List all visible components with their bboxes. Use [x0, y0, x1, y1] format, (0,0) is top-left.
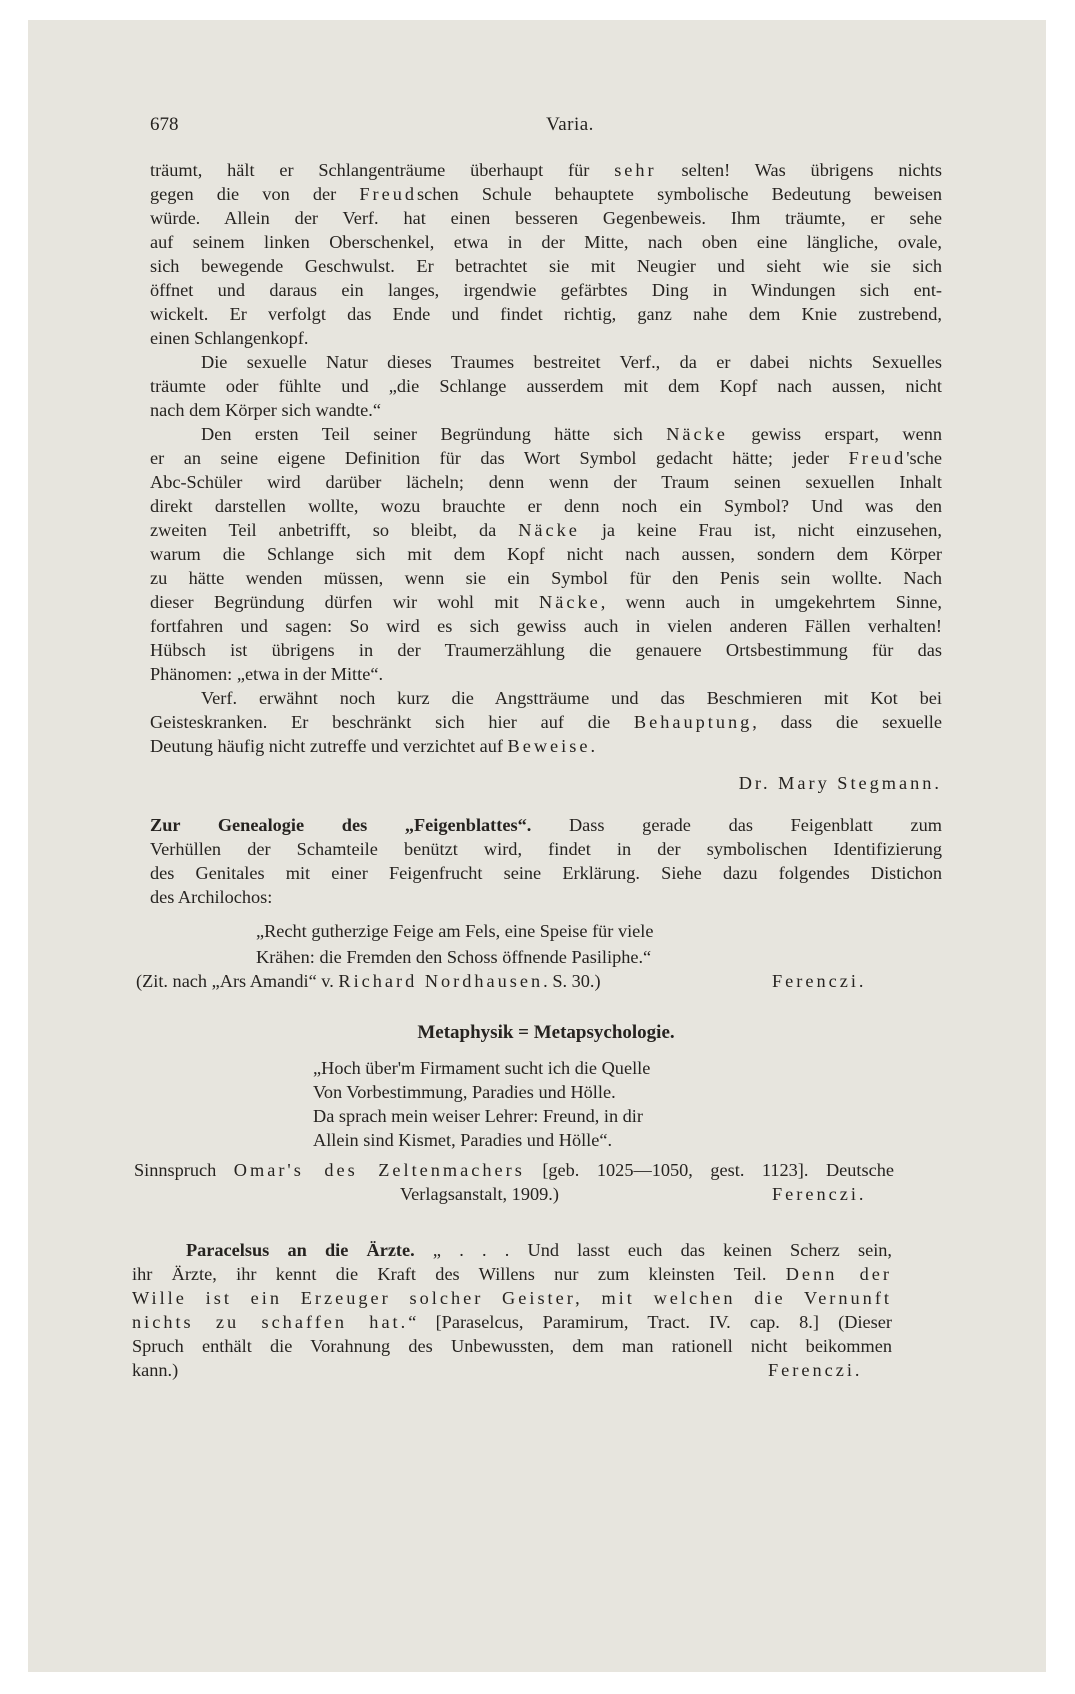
text-run: , wenn auch in umgekehrtem Sinne,	[600, 592, 942, 612]
spaced-emphasis: Näcke	[666, 424, 728, 444]
spaced-emphasis: nichts zu schaffen hat.	[132, 1312, 409, 1332]
spaced-emphasis: Behauptung	[633, 712, 753, 732]
text-run: träumte oder fühlte und „die Schlange ausserdem mit dem Kopf nach aussen, nicht	[150, 376, 942, 396]
text-run: Den ersten Teil seiner Begründung hätte sich	[201, 424, 667, 444]
review-line	[150, 157, 942, 183]
paracelsus-line	[132, 1285, 892, 1311]
review-line	[150, 469, 942, 495]
text-run: ja keine Frau ist, nicht einzusehen,	[579, 520, 942, 540]
text-run: gewiss erspart, wenn	[727, 424, 942, 444]
text-run: Phänomen: „etwa in der Mitte“.	[150, 664, 384, 684]
review-line	[150, 493, 942, 519]
metaphysics-verse-line: Von Vorbestimmung, Paradies und Hölle.	[313, 1082, 616, 1102]
spaced-emphasis: Näcke	[518, 520, 580, 540]
text-run: träumt, hält er Schlangenträume überhaupt für	[150, 160, 615, 180]
text-run: wickelt. Er verfolgt das Ende und findet richtig, ganz nahe dem Knie zustrebend,	[150, 304, 942, 324]
metaphysics-verse-line: Da sprach mein weiser Lehrer: Freund, in dir	[313, 1106, 643, 1126]
metaphysics-source-line: Verlagsanstalt, 1909.)	[400, 1184, 559, 1204]
text-run: nach dem Körper sich wandte.“	[150, 400, 381, 420]
text-run: , dass die sexuelle	[752, 712, 942, 732]
text-run: Geisteskranken. Er beschränkt sich hier auf die	[150, 712, 634, 732]
text-run: zu hätte wenden müssen, wenn sie ein Symbol für den Penis sein wollte. Nach	[150, 568, 942, 588]
spaced-emphasis: sehr	[614, 160, 657, 180]
review-line	[150, 565, 942, 591]
review-line	[150, 733, 942, 759]
text-run: zweiten Teil anbetrifft, so bleibt, da	[150, 520, 519, 540]
spaced-emphasis: Wille ist ein Erzeuger solcher Geister, mit welchen die Vernunft	[132, 1288, 892, 1308]
fig-leaf-citation	[136, 968, 601, 994]
text-run: einen Schlangenkopf.	[150, 328, 309, 348]
review-line	[150, 373, 942, 399]
text-run: .	[590, 736, 596, 756]
fig-leaf-heading: Zur Genealogie des „Feigenblattes“.	[150, 815, 532, 835]
spaced-emphasis: Freud	[848, 448, 907, 468]
paracelsus-heading: Paracelsus an die Ärzte.	[186, 1240, 415, 1260]
text-run: „ . . . Und lasst euch das keinen Scherz sein,	[414, 1240, 892, 1260]
paracelsus-line	[132, 1333, 892, 1359]
review-line	[150, 637, 942, 663]
text-run: Spruch enthält die Vorahnung des Unbewussten, dem man rationell nicht beikommen	[132, 1336, 892, 1356]
review-line	[150, 229, 942, 255]
text-run: er an seine eigene Definition für das Wort Symbol gedacht hätte; jeder	[150, 448, 849, 468]
text-run: sich bewegende Geschwulst. Er betrachtet sie mit Neugier und sieht wie sie sich	[150, 256, 942, 276]
review-line	[150, 661, 942, 687]
spaced-emphasis: Omar's des Zeltenmachers	[233, 1160, 525, 1180]
paracelsus-line	[132, 1261, 892, 1287]
paracelsus-first-line	[186, 1237, 892, 1263]
review-line	[150, 517, 942, 543]
text-run: “ [Paraselcus, Paramirum, Tract. IV. cap. 8.] (Dieser	[408, 1312, 892, 1332]
text-run: ihr Ärzte, ihr kennt die Kraft des Willens nur zum kleinsten Teil.	[132, 1264, 786, 1284]
review-line	[150, 205, 942, 231]
fig-leaf-verse-line: Krähen: die Fremden den Schoss öffnende Pasiliphe.“	[256, 947, 652, 967]
review-line	[150, 277, 942, 303]
review-line	[201, 685, 942, 711]
review-line	[150, 445, 942, 471]
text-run: Dass gerade das Feigenblatt zum	[531, 815, 942, 835]
review-line	[150, 397, 942, 423]
text-run: auf seinem linken Oberschenkel, etwa in der Mitte, nach oben eine längliche, ovale,	[150, 232, 942, 252]
text-run: Die sexuelle Natur dieses Traumes bestreitet Verf., da er dabei nichts Sexuelles	[201, 352, 942, 372]
review-line	[201, 421, 942, 447]
text-run: des Archilochos:	[150, 887, 273, 907]
text-run: öffnet und daraus ein langes, irgendwie gefärbtes Ding in Windungen sich ent-	[150, 280, 942, 300]
metaphysics-source-line	[134, 1157, 894, 1183]
review-line	[150, 325, 942, 351]
text-run: dieser Begründung dürfen wir wohl mit	[150, 592, 540, 612]
text-run: fortfahren und sagen: So wird es sich gewiss auch in vielen anderen Fällen verhalten!	[150, 616, 942, 636]
text-run: selten! Was übrigens nichts	[656, 160, 942, 180]
text-run: direkt darstellen wollte, wozu brauchte er denn noch ein Symbol? Und was den	[150, 496, 942, 516]
review-line	[150, 541, 942, 567]
text-run: 'sche	[906, 448, 942, 468]
fig-leaf-line	[150, 860, 942, 886]
review-line	[150, 613, 942, 639]
review-line	[150, 589, 942, 615]
text-run: Verf. erwähnt noch kurz die Angstträume und das Beschmieren mit Kot bei	[201, 688, 942, 708]
spaced-emphasis: Näcke	[539, 592, 601, 612]
text-run: Abc-Schüler wird darüber lächeln; denn wenn der Traum seinen sexuellen Inhalt	[150, 472, 942, 492]
text-run: [geb. 1025—1050, gest. 1123]. Deutsche	[524, 1160, 894, 1180]
fig-leaf-line	[150, 836, 942, 862]
page-number: 678	[150, 114, 179, 135]
review-line	[150, 253, 942, 279]
metaphysics-verse-line: „Hoch über'm Firmament sucht ich die Quelle	[313, 1058, 651, 1078]
text-run: gegen die von der	[150, 184, 360, 204]
fig-leaf-verse-line: „Recht gutherzige Feige am Fels, eine Speise für viele	[256, 921, 654, 941]
running-header	[150, 114, 990, 142]
metaphysics-verse-line: Allein sind Kismet, Paradies und Hölle“.	[313, 1130, 613, 1150]
fig-leaf-first-line	[150, 812, 942, 838]
fig-leaf-line	[150, 884, 942, 910]
text-run: schen Schule behauptete symbolische Bedeutung beweisen	[417, 184, 943, 204]
paracelsus-signature: Ferenczi.	[768, 1360, 863, 1380]
review-signature: Dr. Mary Stegmann.	[738, 773, 942, 793]
metaphysics-heading: Metaphysik = Metapsychologie.	[417, 1022, 675, 1043]
text-run: Hübsch ist übrigens in der Traumerzählung die genauere Ortsbestimmung für das	[150, 640, 942, 660]
text-run: Verhüllen der Schamteile benützt wird, findet in der symbolischen Identifizierung	[150, 839, 942, 859]
text-run: des Genitales mit einer Feigenfrucht seine Erklärung. Siehe dazu folgendes Distichon	[150, 863, 942, 883]
text-run: Sinnspruch	[134, 1160, 234, 1180]
text-run: Deutung häufig nicht zutreffe und verzichtet auf	[150, 736, 508, 756]
running-title: Varia.	[546, 114, 594, 135]
spaced-emphasis: Denn der	[785, 1264, 893, 1284]
review-line	[150, 709, 942, 735]
fig-leaf-signature: Ferenczi.	[772, 971, 867, 991]
review-line	[150, 301, 942, 327]
text-run: (Zit. nach „Ars Amandi“ v.	[136, 971, 339, 991]
text-run: würde. Allein der Verf. hat einen besseren Gegenbeweis. Ihm träumte, er sehe	[150, 208, 942, 228]
paracelsus-line	[132, 1309, 892, 1335]
review-line	[201, 349, 942, 375]
metaphysics-signature: Ferenczi.	[772, 1184, 867, 1204]
text-run: kann.)	[132, 1360, 179, 1380]
spaced-emphasis: Richard Nordhausen	[338, 971, 544, 991]
review-line	[150, 181, 942, 207]
text-run: warum die Schlange sich mit dem Kopf nicht nach aussen, sondern dem Körper	[150, 544, 942, 564]
spaced-emphasis: Freud	[359, 184, 418, 204]
spaced-emphasis: Beweise	[507, 736, 591, 756]
text-run: . S. 30.)	[543, 971, 601, 991]
